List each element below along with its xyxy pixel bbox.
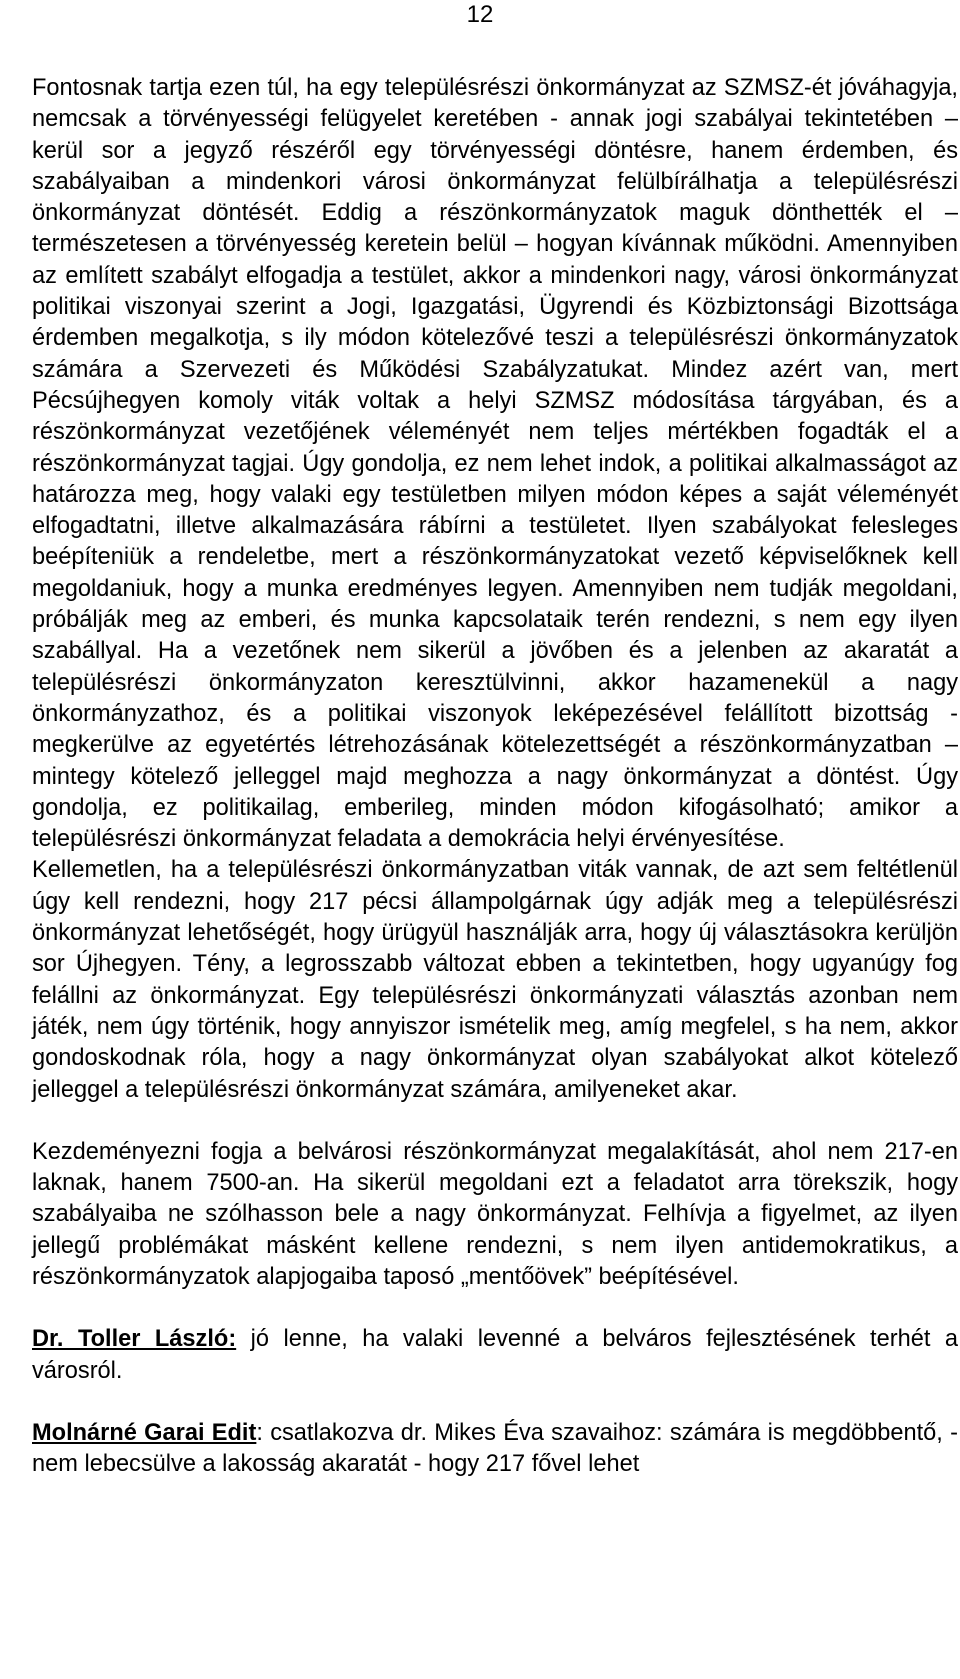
paragraph-gap: [32, 1387, 958, 1418]
speaker-name: Dr. Toller László:: [32, 1326, 237, 1353]
paragraph: Kezdeményezni fogja a belvárosi részönkormányzat megalakítását, ahol nem 217-en laknak, hanem 7500-an. Ha sikerül megoldani ezt a feladatot arra törekszik, hogy szabályaiba ne szólhasson bele a nagy önkormányzat. Felhívja a figyelmet, az ilyen jellegű problémákat másként kellene rendezni, s nem ilyen antidemokratikus, a részönkormányzatok alapjogaiba taposó „mentőövek” beépítésével.: [32, 1138, 958, 1290]
speaker-paragraph: [32, 1418, 958, 1481]
paragraph-gap: [32, 1293, 958, 1324]
paragraph: Kellemetlen, ha a településrészi önkormányzatban viták vannak, de azt sem feltétlenül úgy kell rendezni, hogy 217 pécsi állampolgárnak úgy adják meg a településrészi önkormányzat lehetőségét, hogy ürügyül használják arra, hogy új választásokra kerüljön sor Újhegyen. Tény, a legrosszabb változat ebben a tekintetben, hogy ugyanúgy fog felállni az önkormányzat. Egy településrészi önkormányzati választás azonban nem játék, nem úgy történik, hogy annyiszor ismételik meg, amíg megfelel, s ha nem, akkor gondoskodnak róla, hogy a nagy önkormányzat olyan szabályokat alkot kötelező jelleggel a településrészi önkormányzat számára, amilyeneket akar.: [32, 857, 958, 1103]
speaker-text: : csatlakozva dr. Mikes Éva szavaihoz: számára is megdöbbentő, - nem lebecsülve a lakosság akaratát - hogy 217 fővel lehet: [32, 1419, 959, 1478]
document-body: [32, 73, 958, 1480]
speaker-name: Molnárné Garai Edit: [32, 1419, 257, 1446]
speaker-text: jó lenne, ha valaki levenné a belváros fejlesztésének terhét a városról.: [32, 1326, 958, 1384]
page-number: 12: [466, 1, 494, 28]
speaker-paragraph: [32, 1324, 958, 1387]
paragraph-gap: [32, 1106, 958, 1137]
paragraph: Fontosnak tartja ezen túl, ha egy településrészi önkormányzat az SZMSZ-ét jóváhagyja, nemcsak a törvényességi felügyelet keretében - annak jogi szabályai tekintetében – kerül sor a jegyző részéről egy törvényességi döntésre, hanem érdemben, és szabályaiban a mindenkori városi önkormányzat felülbírálhatja a településrészi önkormányzat döntését. Eddig a részönkormányzatok maguk dönthették el – természetesen a törvényesség keretein belül – hogyan kívánnak működni. Amennyiben az említett szabályt elfogadja a testület, akkor a mindenkori nagy, városi önkormányzat politikai viszonyai szerint a Jogi, Igazgatási, Ügyrendi és Közbiztonsági Bizottsága érdemben megalkotja, s ily módon kötelezővé teszi a településrészi önkormányzatok számára a Szervezeti és Működési Szabályzatukat. Mindez azért van, mert Pécsújhegyen komoly viták voltak a helyi SZMSZ módosítása tárgyában, és a részönkormányzat vezetőjének véleményét nem teljes mértékben fogadták el a részönkormányzat tagjai. Úgy gondolja, ez nem lehet indok, a politikai alkalmasságot az határozza meg, hogy valaki egy testületben milyen módon képes a saját véleményét elfogadtatni, illetve alkalmazására rábírni a testületet. Ilyen szabályokat felesleges beépíteniük a rendeletbe, mert a részönkormányzatokat vezető képviselőknek kell megoldaniuk, hogy a munka eredményes legyen. Amennyiben nem tudják megoldani, próbálják meg az emberi, és munka kapcsolataik terén rendezni, s nem egy ilyen szabállyal. Ha a vezetőnek nem sikerül a jövőben és a jelenben az akaratát a településrészi önkormányzaton keresztülvinni, akkor hazamenekül a nagy önkormányzathoz, és a politikai viszonyok leképezésével felállított bizottság - megkerülve az egyetértés létrehozásának kötelezettségét a részönkormányzatban – mintegy kötelező jelleggel majd meghozza a nagy önkormányzat a döntést. Úgy gondolja, ez politikailag, emberileg, minden módon kifogásolható; amikor a településrészi önkormányzat feladata a demokrácia helyi érvényesítése.: [32, 75, 958, 853]
